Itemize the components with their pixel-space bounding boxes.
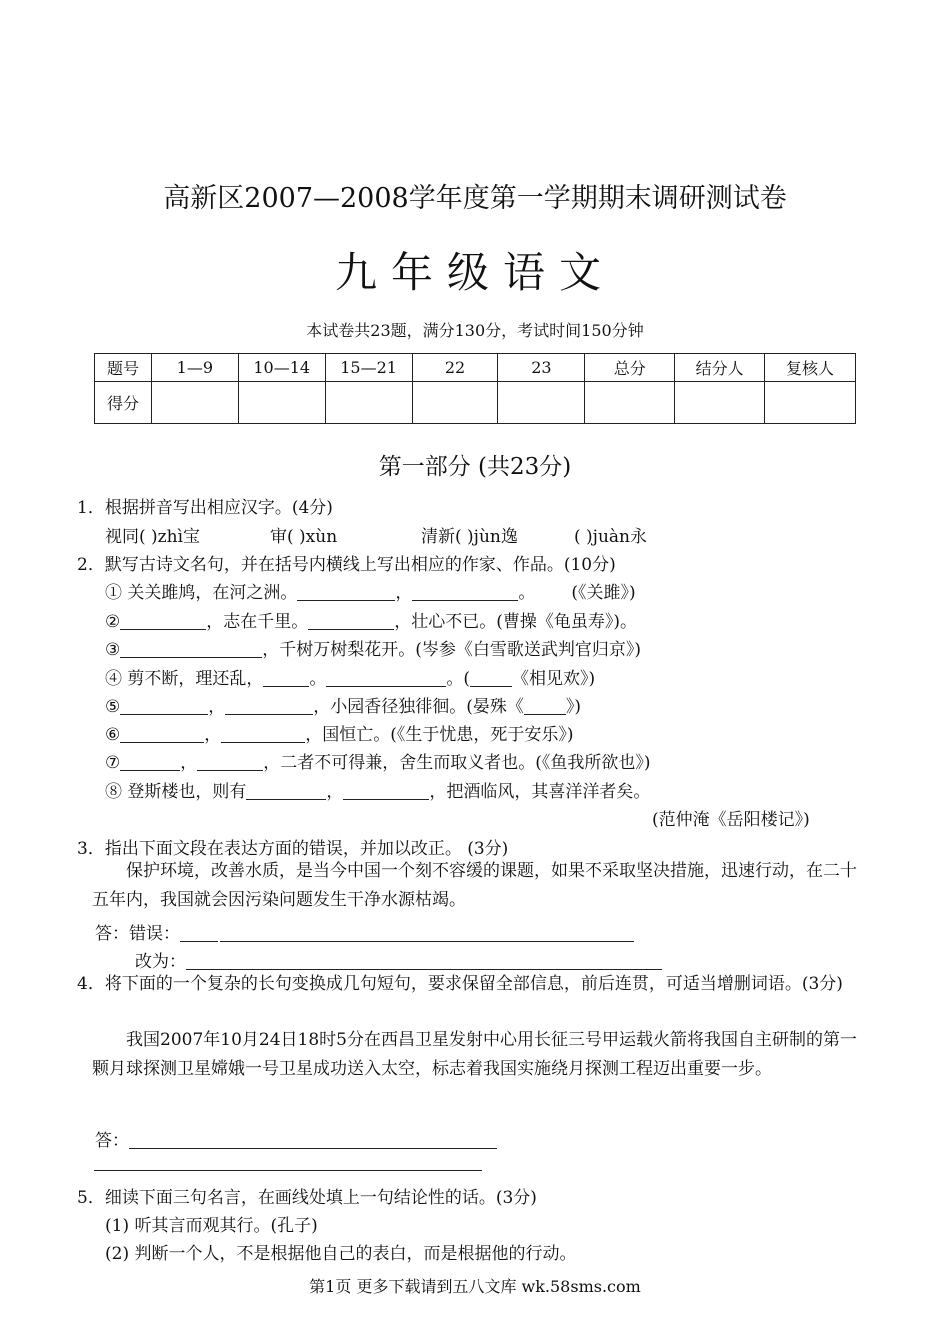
blank <box>120 696 208 715</box>
score-row-label: 得分 <box>95 382 152 424</box>
q2-source: (范仲淹《岳阳楼记》) <box>652 810 810 830</box>
q1-stem: 1．根据拼音写出相应汉字。(4分) <box>77 498 333 518</box>
q2-line-text: ，壮心不已。(曹操《龟虽寿》)。 <box>394 612 638 632</box>
q2-line-text: ④ 剪不断，理还乱， <box>105 669 264 689</box>
blank <box>197 752 263 771</box>
q3-passage: 保护环境，改善水质，是当今中国一个刻不容缓的课题，如果不采取坚决措施，迅速行动，在二十五年内，我国就会因污染问题发生干净水源枯竭。 <box>92 861 857 910</box>
score-cell <box>325 382 412 424</box>
q2-line-8 <box>105 777 650 802</box>
q2-line-text: ， <box>326 782 344 802</box>
answer-line <box>129 1130 497 1149</box>
q2-line-text: 。 <box>518 583 536 603</box>
q4-answer-label: 答： <box>95 1131 129 1151</box>
score-header-cell: 22 <box>412 354 498 382</box>
q2-line-text: 。 <box>309 669 327 689</box>
q2-line-text: ，志在千里。 <box>206 612 309 632</box>
score-cell <box>585 382 675 424</box>
q3-stem: 3．指出下面文段在表达方面的错误，并加以改正。 (3分) <box>77 839 509 859</box>
score-header-cell: 1—9 <box>151 354 238 382</box>
q5-item: (1) 听其言而观其行。(孔子) <box>105 1216 318 1236</box>
blank <box>221 724 305 743</box>
score-table-header-row <box>95 354 856 382</box>
blank <box>326 668 446 687</box>
q2-line-text: 《相见欢》) <box>512 669 596 689</box>
q3-fix-label: 改为： <box>135 952 186 972</box>
score-header-cell: 10—14 <box>238 354 325 382</box>
q2-line-text: (《关雎》) <box>571 583 636 603</box>
q3-answer-label: 答：错误： <box>95 924 180 944</box>
score-header-cell: 23 <box>498 354 585 382</box>
q2-line-text: ， <box>204 725 222 745</box>
q2-line-text: ⑤ <box>105 697 121 717</box>
blank <box>263 668 309 687</box>
q2-line-text: ，小园香径独徘徊。(晏殊《 <box>313 697 524 717</box>
blank <box>308 611 394 630</box>
blank <box>120 724 204 743</box>
score-table <box>94 353 856 424</box>
blank <box>524 696 566 715</box>
blank <box>470 668 512 687</box>
answer-line <box>180 923 218 942</box>
blank <box>343 781 429 800</box>
q5-stem: 5．细读下面三句名言，在画线处填上一句结论性的话。(3分) <box>77 1188 537 1208</box>
exam-info: 本试卷共23题，满分130分，考试时间150分钟 <box>306 321 644 340</box>
answer-line <box>220 923 634 942</box>
score-cell <box>151 382 238 424</box>
q2-line-text: ，国恒亡。(《生于忧患，死于安乐》) <box>305 725 574 745</box>
page-footer: 第1页 更多下载请到五八文库 wk.58sms.com <box>309 1277 641 1296</box>
q2-line-text: ① 关关雎鸠，在河之洲。 <box>105 583 298 603</box>
score-cell <box>765 382 856 424</box>
score-cell <box>412 382 498 424</box>
q2-line-text: ， <box>395 583 413 603</box>
q2-line-5 <box>105 692 581 717</box>
q3-answer-error <box>95 919 634 944</box>
q2-line-text: 》) <box>565 697 582 717</box>
score-header-cell: 复核人 <box>765 354 856 382</box>
q1-item: 清新( )jùn逸 <box>421 527 518 547</box>
q5-item: (2) 判断一个人，不是根据他自己的表白，而是根据他的行动。 <box>105 1244 577 1264</box>
q1-item: 审( )xùn <box>270 527 338 547</box>
q2-line-text: ⑥ <box>105 725 121 745</box>
subject-title: 九年级语文 <box>334 248 615 297</box>
q2-line-text: ③ <box>105 640 121 660</box>
blank <box>120 611 206 630</box>
q2-line-text: ， <box>180 753 198 773</box>
q4-stem: 4．将下面的一个复杂的长句变换成几句短句，要求保留全部信息，前后连贯，可适当增删词语。(3分) <box>77 974 843 994</box>
q2-stem: 2．默写古诗文名句，并在括号内横线上写出相应的作家、作品。(10分) <box>77 555 616 575</box>
q2-line-6 <box>105 720 574 745</box>
q2-line-4 <box>105 664 595 689</box>
score-header-cell: 总分 <box>585 354 675 382</box>
q2-line-text: ，二者不可得兼，舍生而取义者也。(《鱼我所欲也》) <box>263 753 651 773</box>
q1-item: 视同( )zhì宝 <box>105 527 201 547</box>
blank <box>246 781 326 800</box>
q4-passage: 我国2007年10月24日18时5分在西昌卫星发射中心用长征三号甲运载火箭将我国自主研制的第一颗月球探测卫星嫦娥一号卫星成功送入太空，标志着我国实施绕月探测工程迈出重要一步。 <box>92 1030 857 1079</box>
blank <box>120 639 262 658</box>
q1-item: ( )juàn永 <box>574 527 647 547</box>
blank <box>120 752 180 771</box>
q2-line-text: ，千树万树梨花开。(岑参《白雪歌送武判官归京》) <box>262 640 642 660</box>
score-cell <box>498 382 585 424</box>
q2-line-text: ， <box>208 697 226 717</box>
score-table-score-row <box>95 382 856 424</box>
q2-line-7 <box>105 748 651 773</box>
answer-line <box>94 1170 482 1171</box>
q2-line-text: 。( <box>446 669 471 689</box>
score-cell <box>675 382 765 424</box>
score-cell <box>238 382 325 424</box>
blank <box>225 696 313 715</box>
score-header-cell: 题号 <box>95 354 152 382</box>
q2-line-text: ⑦ <box>105 753 121 773</box>
q2-line-text: ② <box>105 612 121 632</box>
blank <box>412 582 518 601</box>
score-header-cell: 结分人 <box>675 354 765 382</box>
q2-line-text: ，把酒临风，其喜洋洋者矣。 <box>429 782 651 802</box>
section-heading: 第一部分 (共23分) <box>378 454 572 480</box>
q2-line-3 <box>105 635 641 660</box>
q2-line-text: ⑧ 登斯楼也，则有 <box>105 782 247 802</box>
blank <box>297 582 395 601</box>
q4-answer <box>95 1126 497 1151</box>
score-header-cell: 15—21 <box>325 354 412 382</box>
q3-answer-fix <box>135 947 662 972</box>
exam-title: 高新区2007—2008学年度第一学期期末调研测试卷 <box>163 183 787 214</box>
q2-line-1 <box>105 578 636 603</box>
answer-line <box>186 951 662 970</box>
q2-line-2 <box>105 607 637 632</box>
